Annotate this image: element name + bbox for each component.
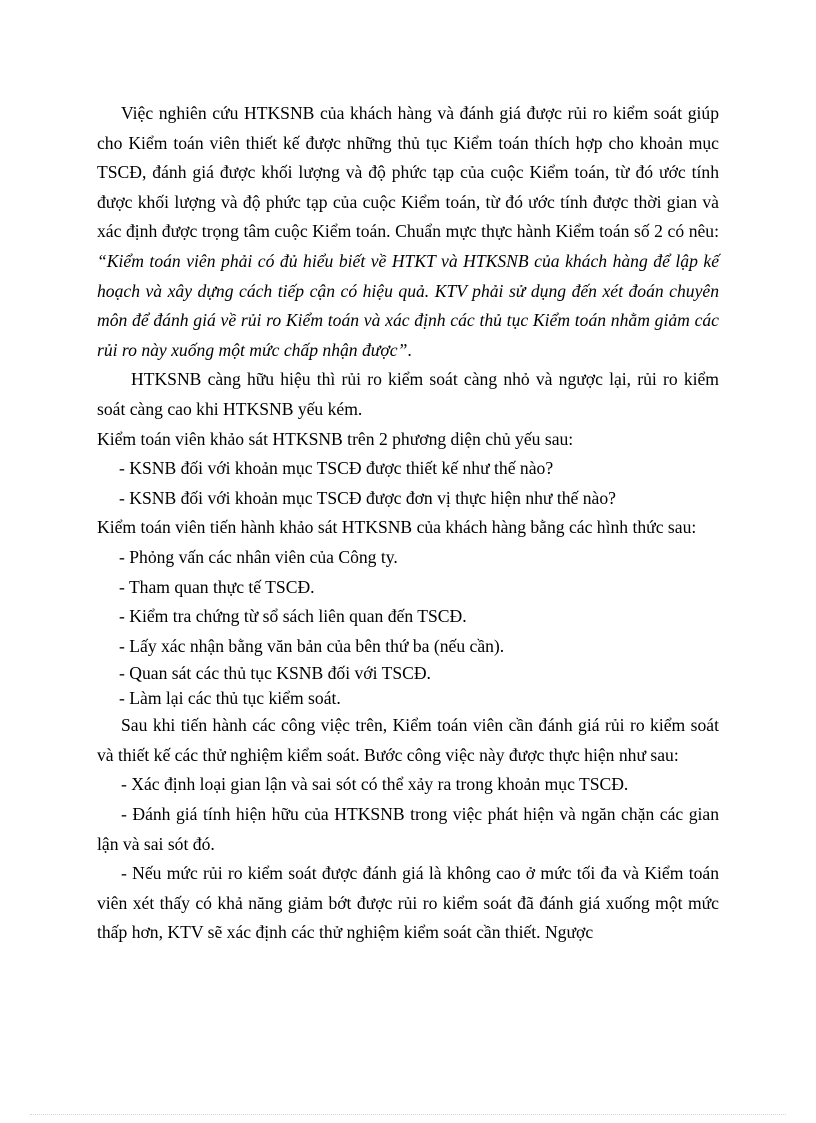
paragraph-intro bbox=[97, 99, 719, 365]
paragraph-effectiveness: HTKSNB càng hữu hiệu thì rủi ro kiểm soát càng nhỏ và ngược lại, rủi ro kiểm soát càng cao khi HTKSNB yếu kém. bbox=[97, 369, 719, 419]
paragraph-intro-end: . bbox=[407, 339, 412, 360]
paragraph-assessment: Sau khi tiến hành các công việc trên, Kiểm toán viên cần đánh giá rủi ro kiểm soát và thiết kế các thử nghiệm kiểm soát. Bước công việc này được thực hiện như sau: bbox=[97, 715, 719, 765]
list-item-aspect-2: - KSNB đối với khoản mục TSCĐ được đơn vị thực hiện như thế nào? bbox=[119, 487, 616, 508]
standard-quote: “Kiểm toán viên phải có đủ hiểu biết về HTKT và HTKSNB của khách hàng để lập kế hoạch và xây dựng cách tiếp cận có hiệu quả. KTV phải sử dụng đến xét đoán chuyên môn để đánh giá về rủi ro Kiểm toán và xác định các thủ tục Kiểm toán nhằm giảm các rủi ro này xuống một mức chấp nhận được” bbox=[97, 250, 719, 360]
page-bottom-divider bbox=[30, 1114, 786, 1115]
list-item-aspect-1: - KSNB đối với khoản mục TSCĐ được thiết kế như thế nào? bbox=[119, 458, 554, 479]
paragraph-aspects-intro: Kiểm toán viên khảo sát HTKSNB trên 2 phương diện chủ yếu sau: bbox=[97, 428, 574, 449]
list-item-method-1: - Phỏng vấn các nhân viên của Công ty. bbox=[119, 546, 398, 567]
paragraph-methods-intro: Kiểm toán viên tiến hành khảo sát HTKSNB của khách hàng bằng các hình thức sau: bbox=[97, 517, 697, 538]
document-page bbox=[97, 99, 719, 948]
list-item-method-4: - Lấy xác nhận bằng văn bản của bên thứ ba (nếu cần). bbox=[119, 635, 505, 656]
list-item-step-1: - Xác định loại gian lận và sai sót có thể xảy ra trong khoản mục TSCĐ. bbox=[121, 774, 629, 795]
paragraph-intro-text: Việc nghiên cứu HTKSNB của khách hàng và đánh giá được rủi ro kiểm soát giúp cho Kiểm toán viên thiết kế được những thủ tục Kiểm toán thích hợp cho khoản mục TSCĐ, đánh giá được khối lượng và độ phức tạp của cuộc Kiểm toán, từ đó ước tính được khối lượng và độ phức tạp của cuộc Kiểm toán, từ đó ước tính được thời gian và xác định được trọng tâm cuộc Kiểm toán. Chuẩn mực thực hành Kiểm toán số 2 có nêu: bbox=[97, 103, 719, 242]
list-item-method-3: - Kiểm tra chứng từ sổ sách liên quan đến TSCĐ. bbox=[119, 606, 467, 627]
list-item-step-3: - Nếu mức rủi ro kiểm soát được đánh giá là không cao ở mức tối đa và Kiểm toán viên xét thấy có khả năng giảm bớt được rủi ro kiểm soát đã đánh giá xuống một mức thấp hơn, KTV sẽ xác định các thử nghiệm kiểm soát cần thiết. Ngược bbox=[97, 863, 719, 943]
list-item-method-5: - Quan sát các thủ tục KSNB đối với TSCĐ. bbox=[119, 663, 431, 684]
list-item-method-6: - Làm lại các thủ tục kiểm soát. bbox=[119, 688, 341, 709]
list-item-step-2: - Đánh giá tính hiện hữu của HTKSNB trong việc phát hiện và ngăn chặn các gian lận và sai sót đó. bbox=[97, 804, 719, 854]
list-item-method-2: - Tham quan thực tế TSCĐ. bbox=[119, 576, 315, 597]
